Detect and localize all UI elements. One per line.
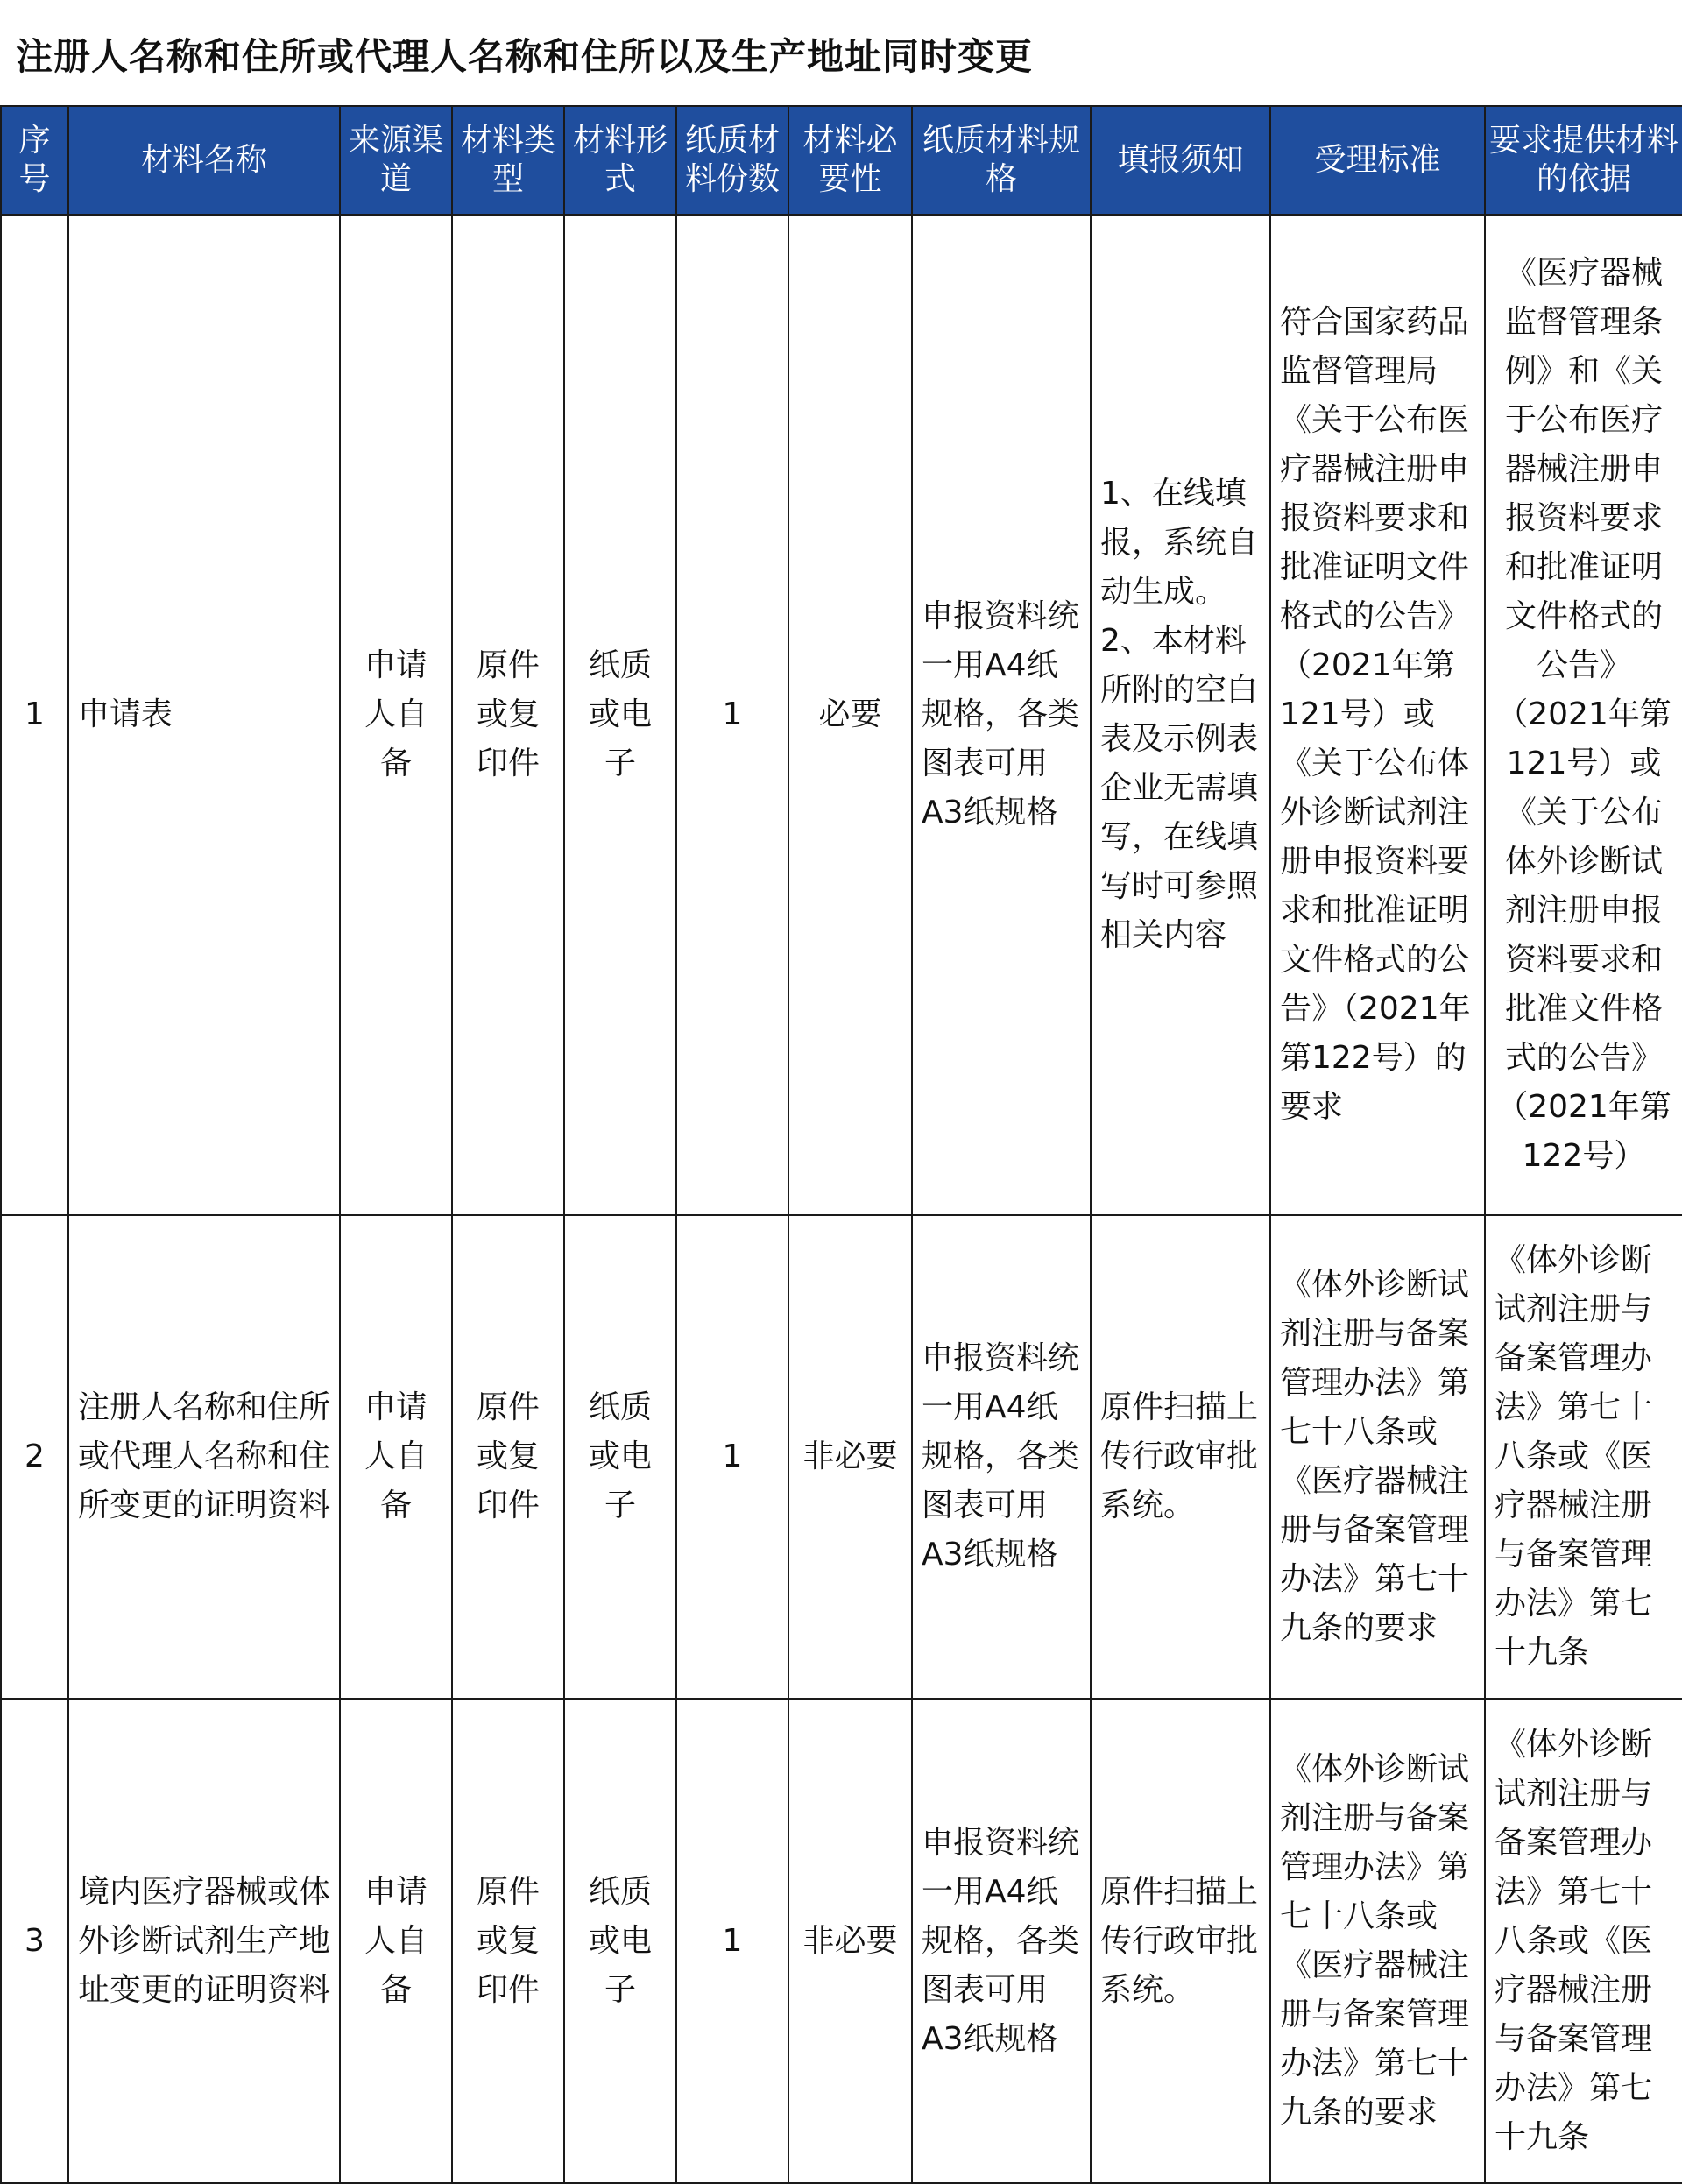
cell-material-type: 原件或复印件 [452,1215,564,1699]
cell-no: 2 [1,1215,68,1699]
materials-table [0,105,1682,2184]
table-header-row [1,106,1682,215]
cell-source: 申请人自备 [340,1699,452,2183]
cell-fill-notice: 原件扫描上传行政审批系统。 [1091,1215,1270,1699]
table-row [1,1699,1682,2183]
cell-paper-spec: 申报资料统一用A4纸规格，各类图表可用A3纸规格 [912,1215,1091,1699]
cell-necessity: 非必要 [788,1215,912,1699]
cell-acceptance-standard: 《体外诊断试剂注册与备案管理办法》第七十八条或《医疗器械注册与备案管理办法》第七十九条的要求 [1270,1215,1485,1699]
cell-basis: 《体外诊断试剂注册与备案管理办法》第七十八条或《医疗器械注册与备案管理办法》第七十九条 [1485,1699,1682,2183]
cell-material-name: 境内医疗器械或体外诊断试剂生产地址变更的证明资料 [68,1699,340,2183]
header-acceptance-standard: 受理标准 [1270,106,1485,215]
cell-paper-copies: 1 [676,1699,788,2183]
cell-no: 3 [1,1699,68,2183]
cell-paper-copies: 1 [676,215,788,1215]
cell-basis: 《体外诊断试剂注册与备案管理办法》第七十八条或《医疗器械注册与备案管理办法》第七十九条 [1485,1215,1682,1699]
cell-material-form: 纸质或电子 [564,215,676,1215]
page-title: 注册人名称和住所或代理人名称和住所以及生产地址同时变更 [16,35,1034,78]
cell-material-type: 原件或复印件 [452,1699,564,2183]
cell-fill-notice: 原件扫描上传行政审批系统。 [1091,1699,1270,2183]
cell-acceptance-standard: 《体外诊断试剂注册与备案管理办法》第七十八条或《医疗器械注册与备案管理办法》第七十九条的要求 [1270,1699,1485,2183]
cell-no: 1 [1,215,68,1215]
cell-source: 申请人自备 [340,215,452,1215]
header-necessity: 材料必要性 [788,106,912,215]
cell-paper-spec: 申报资料统一用A4纸规格，各类图表可用A3纸规格 [912,215,1091,1215]
table-row [1,215,1682,1215]
header-fill-notice: 填报须知 [1091,106,1270,215]
cell-material-name: 注册人名称和住所或代理人名称和住所变更的证明资料 [68,1215,340,1699]
cell-necessity: 必要 [788,215,912,1215]
cell-necessity: 非必要 [788,1699,912,2183]
cell-acceptance-standard: 符合国家药品监督管理局《关于公布医疗器械注册申报资料要求和批准证明文件格式的公告》（2021年第121号）或《关于公布体外诊断试剂注册申报资料要求和批准证明文件格式的公告》（2021年第122号）的要求 [1270,215,1485,1215]
cell-paper-copies: 1 [676,1215,788,1699]
header-material-name: 材料名称 [68,106,340,215]
table-row [1,1215,1682,1699]
cell-paper-spec: 申报资料统一用A4纸规格，各类图表可用A3纸规格 [912,1699,1091,2183]
header-paper-spec: 纸质材料规格 [912,106,1091,215]
cell-material-form: 纸质或电子 [564,1215,676,1699]
header-basis: 要求提供材料的依据 [1485,106,1682,215]
header-material-type: 材料类型 [452,106,564,215]
header-paper-copies: 纸质材料份数 [676,106,788,215]
cell-source: 申请人自备 [340,1215,452,1699]
cell-fill-notice: 1、在线填报，系统自动生成。 2、本材料所附的空白表及示例表企业无需填写，在线填写时可参照相关内容 [1091,215,1270,1215]
cell-material-form: 纸质或电子 [564,1699,676,2183]
header-source: 来源渠道 [340,106,452,215]
cell-material-name: 申请表 [68,215,340,1215]
cell-basis: 《医疗器械监督管理条例》和《关于公布医疗器械注册申报资料要求和批准证明文件格式的公告》（2021年第121号）或《关于公布体外诊断试剂注册申报资料要求和批准文件格式的公告》（2021年第122号） [1485,215,1682,1215]
header-no: 序号 [1,106,68,215]
cell-material-type: 原件或复印件 [452,215,564,1215]
header-material-form: 材料形式 [564,106,676,215]
